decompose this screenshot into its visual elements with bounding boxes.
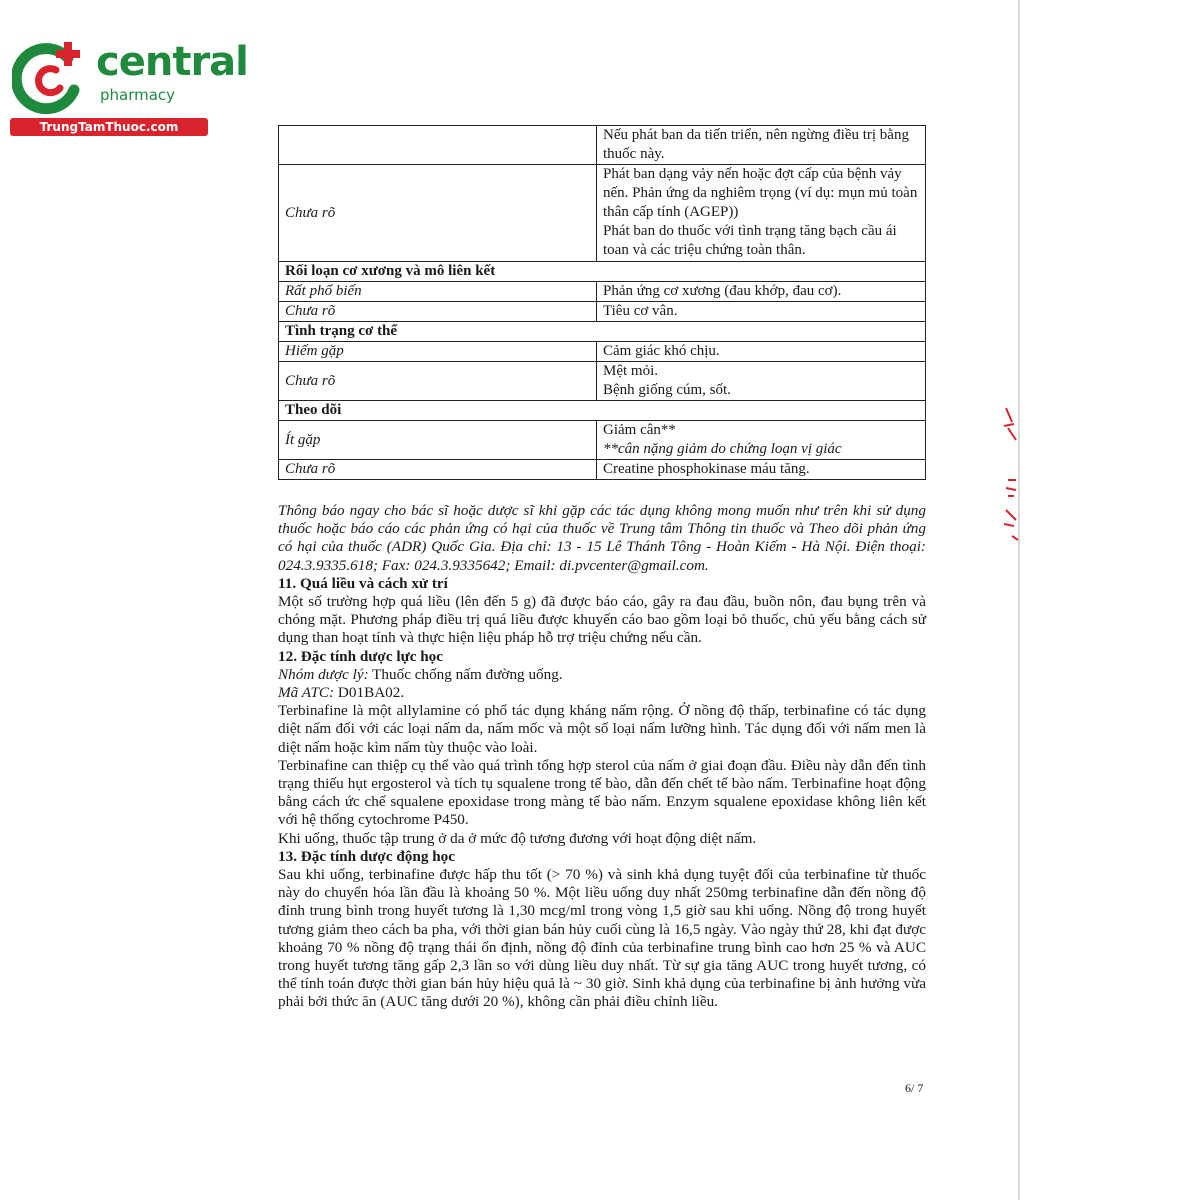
group-value: Thuốc chống nấm đường uống.	[368, 665, 563, 683]
table-cell: Nếu phát ban da tiến triển, nên ngừng điều trị bằng thuốc này.	[597, 126, 926, 165]
section-row-heading: Rối loạn cơ xương và mô liên kết	[279, 262, 926, 282]
table-row	[279, 302, 926, 322]
section-row-heading: Tình trạng cơ thể	[279, 322, 926, 342]
section-heading-13: 13. Đặc tính dược động học	[278, 847, 456, 865]
pharmacologic-group-line	[278, 666, 926, 684]
cell-text: Mệt mỏi.	[603, 363, 658, 379]
table-cell: Chưa rõ	[279, 460, 597, 480]
section-12-paragraph-2: Terbinafine can thiệp cụ thể vào quá trình tổng hợp sterol của nấm ở giai đoạn đầu. Điều này dẫn đến tình trạng thiếu hụt ergosterol và tích tụ squalene trong tế bào, dẫn đến chết tế bào nấm. Terbinafine hoạt động bằng cách ức chế squalene epoxidase trong màng tế bào nấm. Enzym squalene epoxidase không liên kết với hệ thống cytochrome P450.	[278, 756, 926, 829]
table-cell: Tiêu cơ vân.	[597, 302, 926, 322]
group-label: Nhóm dược lý:	[278, 665, 369, 683]
page-background-right	[1020, 0, 1200, 1200]
table-row	[279, 421, 926, 460]
table-row	[279, 282, 926, 302]
atc-label: Mã ATC:	[278, 684, 335, 702]
section-heading-11: 11. Quá liều và cách xử trí	[278, 574, 448, 592]
table-cell: Creatine phosphokinase máu tăng.	[597, 460, 926, 480]
cell-text: Bệnh giống cúm, sốt.	[603, 382, 731, 398]
table-cell: Chưa rõ	[279, 362, 597, 401]
cell-text: Phát ban do thuốc với tình trạng tăng bạch cầu ái toan và các triệu chứng toàn thân.	[603, 223, 897, 258]
table-cell	[597, 165, 926, 262]
document-body	[278, 502, 926, 1012]
section-11-text: Một số trường hợp quá liều (lên đến 5 g) đã được báo cáo, gây ra đau đầu, buồn nôn, đau bụng trên và chóng mặt. Phương pháp điều trị quá liều được khuyến cáo bao gồm loại bỏ thuốc, chủ yếu bằng cách sử dụng than hoạt tính và thực hiện liệu pháp hỗ trợ triệu chứng nếu cần.	[278, 593, 926, 647]
adverse-effects-table	[278, 125, 926, 480]
adr-notice-paragraph: Thông báo ngay cho bác sĩ hoặc dược sĩ khi gặp các tác dụng không mong muốn như trên khi sử dụng thuốc hoặc báo cáo các phản ứng có hại của thuốc về Trung tâm Thông tin thuốc và Theo dõi phản ứng có hại của thuốc (ADR) Quốc Gia. Địa chỉ: 13 - 15 Lê Thánh Tông - Hoàn Kiếm - Hà Nội. Điện thoại: 024.3.9335.618; Fax: 024.3.9335642; Email: di.pvcenter@gmail.com.	[278, 502, 926, 574]
table-cell: Phản ứng cơ xương (đau khớp, đau cơ).	[597, 282, 926, 302]
table-cell: Chưa rõ	[279, 302, 597, 322]
table-row	[279, 362, 926, 401]
table-cell: Chưa rõ	[279, 165, 597, 262]
table-cell	[279, 126, 597, 165]
table-row	[279, 460, 926, 480]
table-cell	[597, 421, 926, 460]
red-stamp-fragment-icon	[998, 400, 1022, 550]
table-row	[279, 262, 926, 282]
table-cell: Hiếm gặp	[279, 342, 597, 362]
page-number: 6/ 7	[905, 1081, 924, 1095]
table-row	[279, 165, 926, 262]
atc-value: D01BA02.	[334, 684, 405, 702]
logo-sub-text: pharmacy	[100, 86, 176, 104]
logo-brand-text: central	[96, 39, 248, 85]
logo-site-banner: TrungTamThuoc.com	[10, 118, 208, 136]
cell-text: Phát ban dạng vảy nến hoặc đợt cấp của bệnh vảy nến. Phản ứng da nghiêm trọng (ví dụ: mụn mủ toàn thân cấp tính (AGEP))	[603, 166, 918, 220]
table-row	[279, 322, 926, 342]
table-row	[279, 401, 926, 421]
atc-code-line	[278, 684, 926, 702]
section-heading-12: 12. Đặc tính dược lực học	[278, 647, 444, 665]
section-row-heading: Theo dõi	[279, 401, 926, 421]
table-cell: Cảm giác khó chịu.	[597, 342, 926, 362]
table-cell: Ít gặp	[279, 421, 597, 460]
table-cell	[597, 362, 926, 401]
table-row	[279, 342, 926, 362]
section-12-paragraph-3: Khi uống, thuốc tập trung ở da ở mức độ tương đương với hoạt động diệt nấm.	[278, 829, 757, 847]
central-pharmacy-logo[interactable]	[10, 36, 248, 136]
pharmacy-cross-icon	[12, 40, 88, 116]
cell-text: Giảm cân**	[603, 422, 676, 438]
table-cell: Rất phổ biến	[279, 282, 597, 302]
paper-edge	[1018, 0, 1020, 1200]
section-13-text: Sau khi uống, terbinafine được hấp thu tốt (> 70 %) và sinh khả dụng tuyệt đối của terbinafine từ thuốc này do chuyển hóa lần đầu là khoảng 50 %. Một liều uống duy nhất 250mg terbinafine dẫn đến nồng độ đỉnh trung bình trong huyết tương là 1,30 mcg/ml trong vòng 1,5 giờ sau khi uống. Nồng độ trong huyết tương giảm theo cách ba pha, với thời gian bán hủy cuối cùng là 16,5 ngày. Vào ngày thứ 28, khi đạt được khoảng 70 % nồng độ trạng thái ổn định, nồng độ đỉnh của terbinafine trung bình cao hơn 25 % và AUC trong huyết tương tăng gấp 2,3 lần so với dùng liều duy nhất. Từ sự gia tăng AUC trong huyết tương, có thể tính toán được thời gian bán hủy hiệu quả là ~ 30 giờ. Sinh khả dụng của terbinafine bị ảnh hưởng vừa phải bởi thức ăn (AUC tăng dưới 20 %), không cần phải điều chỉnh liều.	[278, 866, 926, 1011]
cell-text: **cân nặng giảm do chứng loạn vị giác	[603, 441, 842, 457]
table-row	[279, 126, 926, 165]
section-12-paragraph-1: Terbinafine là một allylamine có phổ tác dụng kháng nấm rộng. Ở nồng độ thấp, terbinafine có tác dụng diệt nấm đối với các loại nấm da, nấm mốc và một số loại nấm lưỡng hình. Tác dụng đối với nấm men là diệt nấm hoặc kìm nấm tùy thuộc vào loài.	[278, 702, 926, 756]
